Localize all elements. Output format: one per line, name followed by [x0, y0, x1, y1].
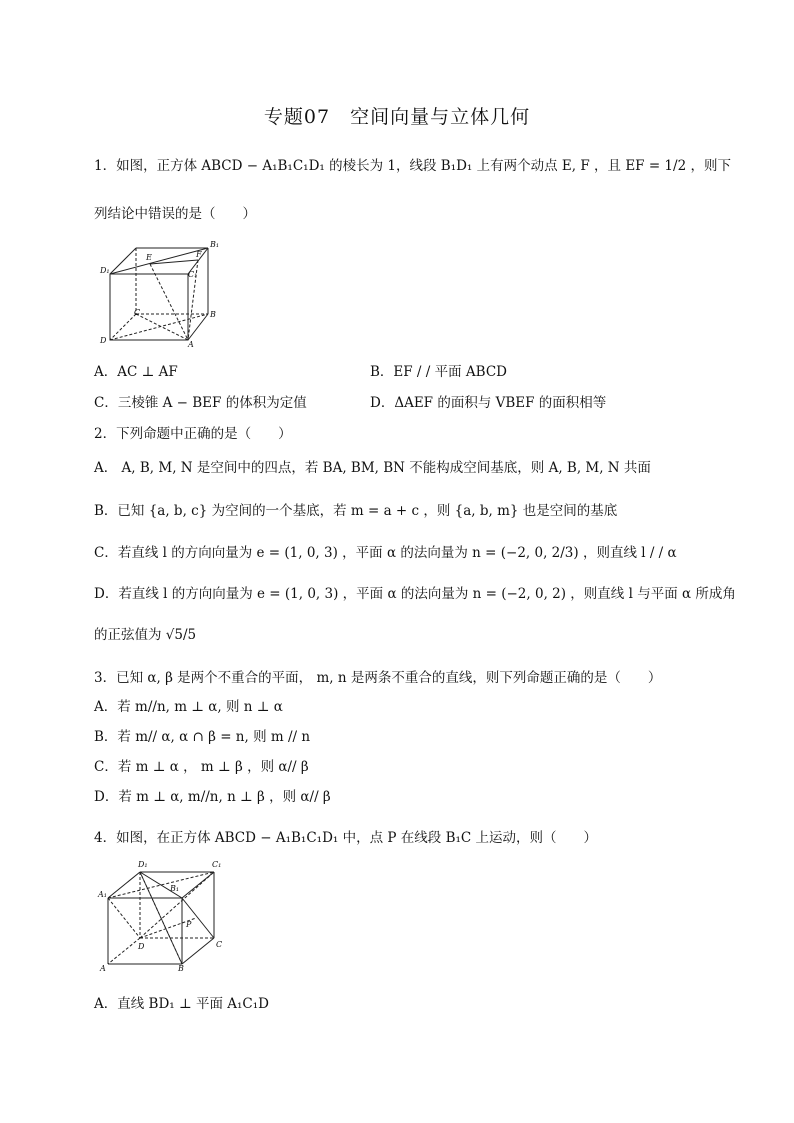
q1-cube-svg [100, 240, 220, 350]
page-title: 专题07 空间向量与立体几何 [263, 106, 531, 128]
q2-option-d-line1: D．若直线 l 的方向向量为 e = (1, 0, 3) ，平面 α 的法向量为 n = (−2, 0, 2) ，则直线 l 与平面 α 所成角 [94, 586, 736, 602]
q1-label-d1: D₁ [100, 266, 110, 275]
q4-label-a1: A₁ [98, 890, 107, 899]
q4-cube-figure [96, 860, 230, 980]
q1-option-a: A．AC ⊥ AF [94, 364, 178, 380]
q4-label-c1: C₁ [212, 860, 222, 869]
q4-label-p: P [186, 920, 192, 929]
q1-cube-figure [100, 240, 220, 354]
q1-stem-line1: 1．如图，正方体 ABCD − A₁B₁C₁D₁ 的棱长为 1，线段 B₁D₁ 上有两个动点 E, F ，且 EF = 1/2 ，则下 [94, 158, 731, 174]
q3-option-b: B．若 m// α, α ∩ β = n, 则 m // n [94, 729, 311, 745]
q3-option-a: A．若 m//n, m ⊥ α, 则 n ⊥ α [94, 699, 283, 715]
q4-label-d: D [138, 942, 145, 951]
q1-option-b: B．EF / / 平面 ABCD [370, 364, 507, 380]
q4-cube-svg [96, 864, 230, 976]
q4-label-d1: D₁ [138, 860, 148, 869]
q4-label-a: A [100, 964, 106, 973]
q2-option-c: C．若直线 l 的方向向量为 e = (1, 0, 3) ，平面 α 的法向量为 n = (−2, 0, 2/3) ，则直线 l / / α [94, 545, 677, 561]
q1-label-c: C [134, 308, 141, 317]
q1-option-d: D．ΔAEF 的面积与 VBEF 的面积相等 [370, 395, 607, 411]
q1-stem-line2: 列结论中错误的是（ ） [94, 206, 256, 222]
q4-option-a: A．直线 BD₁ ⊥ 平面 A₁C₁D [94, 996, 269, 1012]
q2-option-b: B．已知 {a, b, c} 为空间的一个基底，若 m = a + c ，则 {a, b, m} 也是空间的基底 [94, 503, 618, 519]
q1-label-a: A [188, 340, 194, 349]
q4-stem: 4．如图，在正方体 ABCD − A₁B₁C₁D₁ 中，点 P 在线段 B₁C 上运动，则（ ） [94, 830, 598, 846]
q2-option-a: A． A, B, M, N 是空间中的四点，若 BA, BM, BN 不能构成空间基底，则 A, B, M, N 共面 [94, 460, 651, 476]
q3-option-d: D．若 m ⊥ α, m//n, n ⊥ β ，则 α// β [94, 789, 331, 805]
q1-label-e: E [146, 253, 152, 262]
q1-option-c: C．三棱锥 A − BEF 的体积为定值 [94, 395, 307, 411]
q4-label-c: C [216, 940, 223, 949]
q1-label-b: B [210, 310, 216, 319]
q4-label-b1: B₁ [170, 884, 180, 893]
q1-label-d: D [100, 336, 107, 345]
q2-option-d-line2: 的正弦值为 √5/5 [94, 627, 197, 643]
q2-stem: 2．下列命题中正确的是（ ） [94, 426, 292, 442]
q4-label-b: B [178, 964, 184, 973]
q3-option-c: C．若 m ⊥ α ， m ⊥ β ，则 α// β [94, 759, 309, 775]
q3-stem: 3．已知 α, β 是两个不重合的平面， m, n 是两条不重合的直线，则下列命题正确的是（ ） [94, 670, 662, 686]
q1-label-f: F [196, 250, 202, 259]
q1-label-b1: B₁ [210, 240, 220, 249]
q1-label-c1: C₁ [188, 270, 198, 279]
